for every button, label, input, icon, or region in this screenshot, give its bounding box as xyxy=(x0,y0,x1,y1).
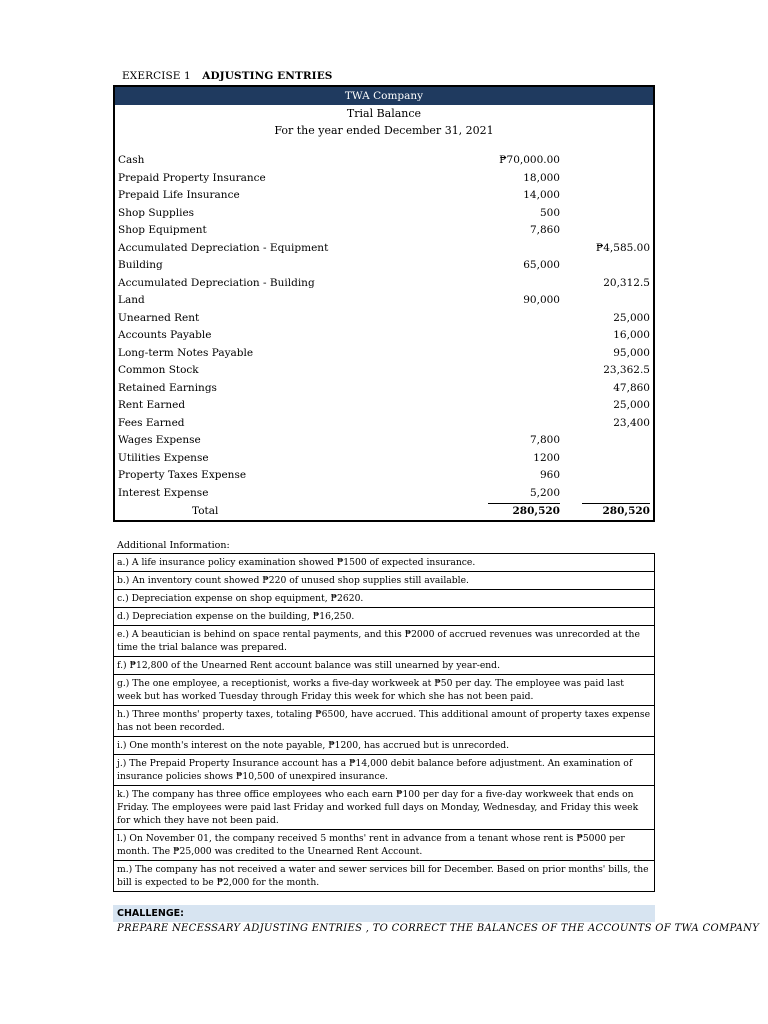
account-name: Interest Expense xyxy=(118,486,209,499)
account-name: Cash xyxy=(118,154,145,166)
debit-amount: 90,000 xyxy=(523,294,560,306)
debit-amount: 960 xyxy=(539,469,560,481)
account-name: Accounts Payable xyxy=(118,329,212,341)
trial-balance-row xyxy=(115,329,653,346)
info-item: j.) The Prepaid Property Insurance account has a ₱14,000 debit balance before adjustment. An examination of insurance policies shows ₱10,500 of unexpired insurance. xyxy=(114,755,654,786)
account-name: Utilities Expense xyxy=(118,451,209,464)
credit-amount: 23,362.5 xyxy=(603,364,650,376)
debit-amount: 14,000 xyxy=(523,189,560,201)
trial-balance-row xyxy=(115,172,653,189)
trial-balance-row xyxy=(115,434,653,451)
trial-balance-row xyxy=(115,259,653,276)
debit-amount: 18,000 xyxy=(523,171,560,184)
account-name: Property Taxes Expense xyxy=(118,469,247,481)
total-debit: 280,520 xyxy=(488,503,560,517)
trial-balance-row xyxy=(115,242,653,259)
account-name: Long-term Notes Payable xyxy=(118,346,254,359)
challenge-text: PREPARE NECESSARY ADJUSTING ENTRIES , TO CORRECT THE BALANCES OF THE ACCOUNTS OF TWA COMPANY xyxy=(117,923,760,934)
debit-amount: ₱70,000.00 xyxy=(499,154,560,166)
trial-balance-row xyxy=(115,312,653,329)
exercise-heading xyxy=(122,70,332,82)
debit-amount: 1200 xyxy=(533,451,560,464)
total-credit: 280,520 xyxy=(582,503,650,517)
trial-balance-row xyxy=(115,487,653,504)
trial-balance-row xyxy=(115,364,653,381)
credit-amount: 47,860 xyxy=(613,381,650,394)
trial-balance-row xyxy=(115,452,653,469)
account-name: Shop Supplies xyxy=(118,206,195,219)
info-item: f.) ₱12,800 of the Unearned Rent account balance was still unearned by year-end. xyxy=(114,657,654,675)
trial-balance-table xyxy=(113,85,655,522)
info-item: i.) One month's interest on the note payable, ₱1200, has accrued but is unrecorded. xyxy=(114,737,654,755)
debit-amount: 7,860 xyxy=(529,224,560,236)
company-name: TWA Company xyxy=(115,87,653,105)
trial-balance-row xyxy=(115,399,653,416)
credit-amount: 95,000 xyxy=(613,346,650,359)
credit-amount: 25,000 xyxy=(613,399,650,411)
total-row xyxy=(115,505,653,520)
total-label: Total xyxy=(192,505,219,517)
account-name: Fees Earned xyxy=(118,416,185,429)
credit-amount: 20,312.5 xyxy=(603,276,650,289)
info-item: d.) Depreciation expense on the building, ₱16,250. xyxy=(114,608,654,626)
exercise-title: ADJUSTING ENTRIES xyxy=(202,70,333,82)
additional-info-list xyxy=(113,553,655,892)
trial-balance-row xyxy=(115,294,653,311)
credit-amount: 16,000 xyxy=(613,329,650,341)
info-item: g.) The one employee, a receptionist, works a five-day workweek at ₱50 per day. The employee was paid last week but has worked Tuesday through Friday this week for which she has not been paid. xyxy=(114,675,654,706)
account-name: Wages Expense xyxy=(118,434,201,446)
trial-balance-row xyxy=(115,417,653,434)
trial-balance-row xyxy=(115,382,653,399)
account-name: Prepaid Property Insurance xyxy=(118,171,266,184)
info-item: m.) The company has not received a water and sewer services bill for December. Based on prior months' bills, the bill is expected to be ₱2,000 for the month. xyxy=(117,864,649,888)
info-item: e.) A beautician is behind on space rental payments, and this ₱2000 of accrued revenues was unrecorded at the time the trial balance was prepared. xyxy=(114,626,654,657)
exercise-number: EXERCISE 1 xyxy=(122,70,191,82)
info-item: l.) On November 01, the company received 5 months' rent in advance from a tenant whose rent is ₱5000 per month. The ₱25,000 was credited to the Unearned Rent Account. xyxy=(114,830,654,861)
additional-info-title: Additional Information: xyxy=(117,540,230,551)
trial-balance-row xyxy=(115,224,653,241)
debit-amount: 500 xyxy=(539,206,560,219)
info-item: b.) An inventory count showed ₱220 of unused shop supplies still available. xyxy=(114,572,654,590)
credit-amount: ₱4,585.00 xyxy=(595,241,650,254)
info-item: a.) A life insurance policy examination showed ₱1500 of expected insurance. xyxy=(114,554,654,572)
credit-amount: 23,400 xyxy=(613,416,650,429)
account-name: Shop Equipment xyxy=(118,224,207,236)
account-name: Common Stock xyxy=(118,364,199,376)
debit-amount: 5,200 xyxy=(529,486,560,499)
info-item: c.) Depreciation expense on shop equipment, ₱2620. xyxy=(114,590,654,608)
account-name: Land xyxy=(118,294,145,306)
challenge-label: CHALLENGE: xyxy=(113,905,655,922)
statement-title: Trial Balance xyxy=(346,107,422,120)
statement-period: For the year ended December 31, 2021 xyxy=(274,124,494,137)
info-item: k.) The company has three office employees who each earn ₱100 per day for a five-day workweek that ends on Friday. The employees were paid last Friday and worked full days on Monday, Wednesday, and Friday this week for which they have not been paid. xyxy=(114,786,654,830)
account-name: Building xyxy=(118,259,163,271)
trial-balance-row xyxy=(115,469,653,486)
trial-balance-row xyxy=(115,189,653,206)
debit-amount: 7,800 xyxy=(529,434,560,446)
account-name: Accumulated Depreciation - Equipment xyxy=(118,241,329,254)
credit-amount: 25,000 xyxy=(613,311,650,324)
trial-balance-row xyxy=(115,347,653,364)
account-name: Prepaid Life Insurance xyxy=(118,189,240,201)
trial-balance-row xyxy=(115,277,653,294)
debit-amount: 65,000 xyxy=(523,259,560,271)
trial-balance-row xyxy=(115,207,653,224)
account-name: Rent Earned xyxy=(118,399,186,411)
trial-balance-row xyxy=(115,154,653,171)
account-name: Unearned Rent xyxy=(118,311,200,324)
account-name: Accumulated Depreciation - Building xyxy=(118,276,315,289)
account-name: Retained Earnings xyxy=(118,381,217,394)
info-item: h.) Three months' property taxes, totaling ₱6500, have accrued. This additional amount of property taxes expense has not been recorded. xyxy=(114,706,654,737)
